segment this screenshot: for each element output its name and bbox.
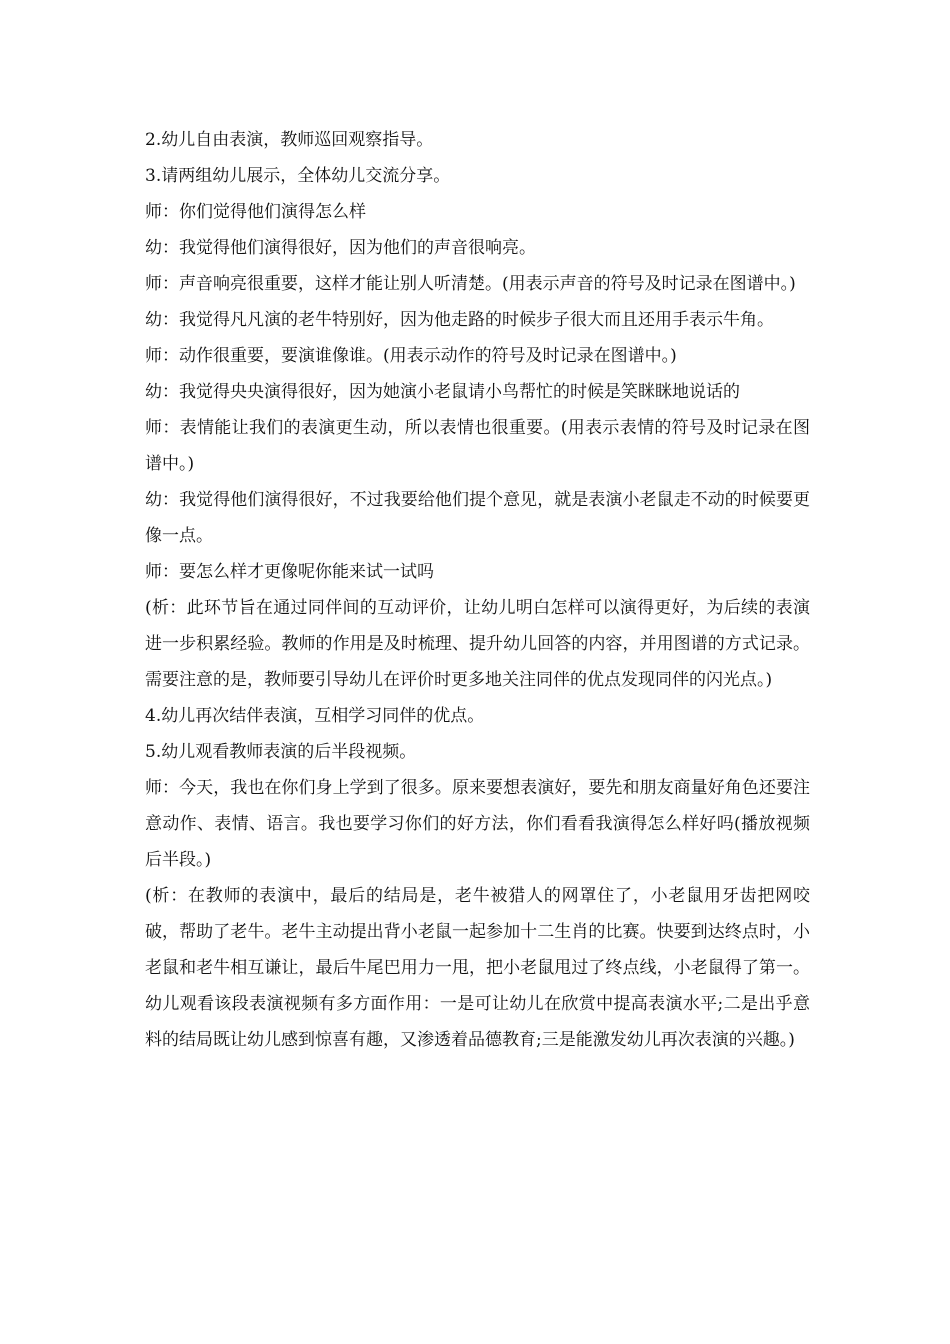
paragraph-step-5: 5.幼儿观看教师表演的后半段视频。: [145, 742, 417, 762]
paragraph-teacher-question: 师：你们觉得他们演得怎么样: [145, 202, 366, 222]
paragraph-child-action: 幼：我觉得凡凡演的老牛特别好，因为他走路的时候步子很大而且还用手表示牛角。: [145, 310, 774, 330]
paragraph-child-voice: 幼：我觉得他们演得很好，因为他们的声音很响亮。: [145, 238, 536, 258]
paragraph-step-4: 4.幼儿再次结伴表演，互相学习同伴的优点。: [145, 706, 485, 726]
paragraph-child-suggestion: 幼：我觉得他们演得很好，不过我要给他们提个意见，就是表演小老鼠走不动的时候要更像一点。: [145, 490, 810, 546]
paragraph-teacher-action: 师：动作很重要，要演谁像谁。(用表示动作的符号及时记录在图谱中。): [145, 346, 677, 366]
paragraph-teacher-expression: 师：表情能让我们的表演更生动，所以表情也很重要。(用表示表情的符号及时记录在图谱中。): [145, 418, 810, 474]
paragraph-teacher-voice: 师：声音响亮很重要，这样才能让别人听清楚。(用表示声音的符号及时记录在图谱中。): [145, 274, 796, 294]
paragraph-teacher-today: 师：今天，我也在你们身上学到了很多。原来要想表演好，要先和朋友商量好角色还要注意动作、表情、语言。我也要学习你们的好方法，你们看看我演得怎么样好吗(播放视频后半段。): [145, 778, 810, 870]
paragraph-teacher-try: 师：要怎么样才更像呢你能来试一试吗: [145, 562, 434, 582]
paragraph-analysis-1: (析：此环节旨在通过同伴间的互动评价，让幼儿明白怎样可以演得更好，为后续的表演进一步积累经验。教师的作用是及时梳理、提升幼儿回答的内容，并用图谱的方式记录。需要注意的是，教师要引导幼儿在评价时更多地关注同伴的优点发现同伴的闪光点。): [145, 598, 810, 690]
paragraph-step-2: 2.幼儿自由表演，教师巡回观察指导。: [145, 130, 434, 150]
paragraph-analysis-2: (析：在教师的表演中，最后的结局是，老牛被猎人的网罩住了，小老鼠用牙齿把网咬破，帮助了老牛。老牛主动提出背小老鼠一起参加十二生肖的比赛。快要到达终点时，小老鼠和老牛相互谦让，最后牛尾巴用力一甩，把小老鼠甩过了终点线，小老鼠得了第一。幼儿观看该段表演视频有多方面作用：一是可让幼儿在欣赏中提高表演水平;二是出乎意料的结局既让幼儿感到惊喜有趣，又渗透着品德教育;三是能激发幼儿再次表演的兴趣。): [145, 886, 810, 1050]
paragraph-child-expression: 幼：我觉得央央演得很好，因为她演小老鼠请小鸟帮忙的时候是笑眯眯地说话的: [145, 382, 740, 402]
paragraph-step-3: 3.请两组幼儿展示，全体幼儿交流分享。: [145, 166, 451, 186]
document-body: [145, 122, 810, 1058]
